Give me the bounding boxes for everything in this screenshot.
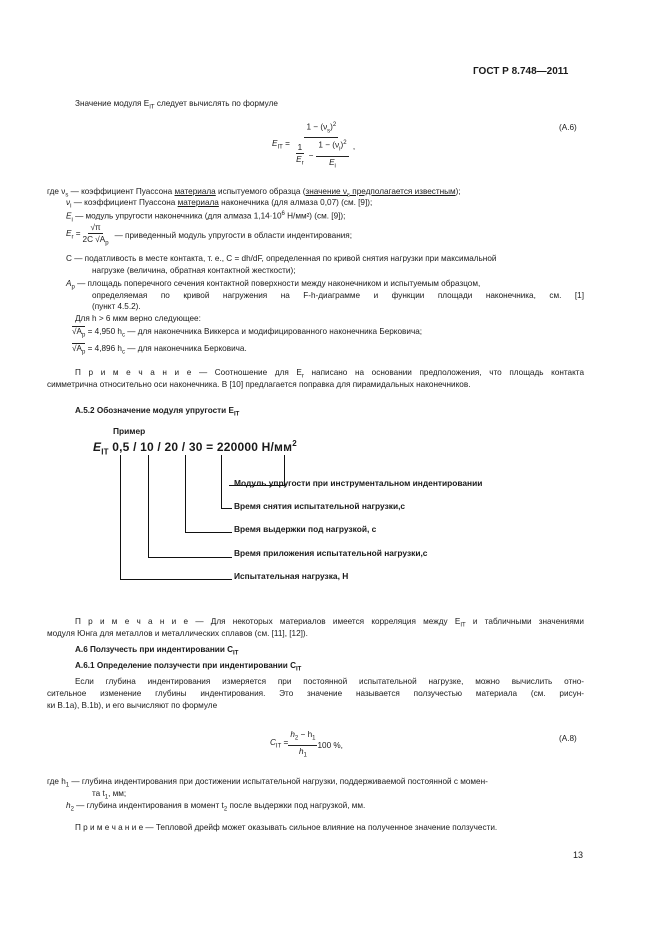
where-a6-line6c: (пункт 4.5.2).: [92, 302, 141, 311]
leader-vertical-3: [185, 455, 186, 533]
page-number: 13: [573, 850, 584, 860]
section-a61-title: A.6.1 Определение ползучести при индентировании $C_{IT}$: [75, 661, 302, 673]
example-label-loading-time: Время приложения испытательной нагрузки,с: [234, 548, 428, 558]
where-a6-line6b: определяемая по кривой нагружения на F-h-диаграмме и функции площади наконечника, см. [1]: [92, 291, 584, 300]
where-a6-line8: $√A_p = 4,950$ $h_c$ — для наконечника Виккерса и модифицированного наконечника Берковича;: [72, 327, 423, 339]
para-a61-line2: сительное изменение глубины индентирования. Это значение называется ползучестью материала (см. рисун-: [47, 689, 584, 698]
para-a61-line3: ки B.1a), B.1b), и его вычисляют по формуле: [47, 701, 218, 710]
where-a6-line3: $E_i$ — модуль упругости наконечника (для алмаза $1,14\cdot 10^6$ Н/мм²) (см. [9]);: [66, 211, 346, 224]
example-label-hold-time: Время выдержки под нагрузкой, с: [234, 524, 377, 534]
example-designation: $E_{IT}$ 0,5 / 10 / 20 / 30 = 220000 $Н/мм^2$: [93, 439, 297, 457]
where-a6-line6a: $A_p$ — площадь поперечного сечения контактной поверхности между наконечником и испытуемым образцом,: [66, 279, 481, 291]
where-a6-line4: $E_r$ = $\frac{√\pi}{2C √A_p}$ — приведенный модуль упругости в области индентирования;: [66, 223, 352, 247]
note2-line2: модуля Юнга для металлов и металлических сплавов (см. [11], [12]).: [47, 629, 308, 638]
note3: П р и м е ч а н и е — Тепловой дрейф может оказывать сильное влияние на полученное значение ползучести.: [75, 823, 498, 832]
standard-number: ГОСТ Р 8.748—2011: [473, 66, 569, 77]
para-a61-line1: Если глубина индентирования измеряется при постоянной испытательной нагрузке, можно вычислить отно-: [75, 677, 584, 686]
example-label-unloading-time: Время снятия испытательной нагрузки,с: [234, 501, 406, 511]
formula-a8: $C_{IT}$ = $\frac{h_2 - h_1}{h_1}$ 100 %,: [270, 730, 343, 759]
leader-vertical-2: [148, 455, 149, 558]
formula-a6-number: (A.6): [559, 123, 577, 132]
where-a8-line1: где $h_1$ — глубина индентирования при достижении испытательной нагрузки, поддерживаемой постоянной с момен-: [47, 777, 488, 789]
where-a8-line2: $h_2$ — глубина индентирования в момент $t_2$ после выдержки под нагрузкой, мм.: [66, 801, 366, 813]
leader-horizontal-2: [148, 557, 232, 558]
formula-a6: $E_{IT}$ = $1 - (\nu_s)^2$ $\frac{1}{E_r}$ − $\frac{1 - (\nu_i)^2}{E_i}$ ,: [272, 122, 356, 170]
note1-line1: П р и м е ч а н и е — Соотношение для $E_r$ написано на основании предположения, что площадь контакта: [75, 368, 584, 380]
leader-horizontal-3: [185, 532, 232, 533]
where-a8-line1b: та $t_1$, мм;: [92, 789, 127, 801]
section-a6-title: A.6 Ползучесть при индентировании $C_{IT}$: [75, 645, 239, 657]
where-a6-line1: где $\nu_s$ — коэффициент Пуассона материала испытуемого образца (значение $\nu_s$ предполагается известным);: [47, 187, 461, 199]
example-label: Пример: [113, 426, 146, 436]
leader-vertical-1: [120, 455, 121, 580]
leader-horizontal-4: [221, 508, 232, 509]
note1-line2: симметрична относительно оси наконечника. В [10] предлагается поправка для пирамидальных наконечников.: [47, 380, 471, 389]
section-a52-title: A.5.2 Обозначение модуля упругости $E_{IT}$: [75, 406, 240, 418]
where-a6-line5a: C — податливость в месте контакта, т. е., C = dh/dF, определенная по кривой снятия нагрузки при максимальной: [66, 254, 497, 263]
where-a6-line2: $\nu_i$ — коэффициент Пуассона материала наконечника (для алмаза 0,07) (см. [9]);: [66, 198, 373, 210]
where-a6-line5b: нагрузке (величина, обратная контактной жесткости);: [92, 266, 296, 275]
leader-vertical-4: [221, 455, 222, 509]
intro-text: Значение модуля $E_{IT}$ следует вычислять по формуле: [75, 99, 278, 111]
note2-line1: П р и м е ч а н и е — Для некоторых материалов имеется корреляция между $E_{IT}$ и табличными значениями: [75, 617, 584, 629]
example-label-test-force: Испытательная нагрузка, Н: [234, 571, 349, 581]
leader-horizontal-1: [120, 579, 232, 580]
formula-a8-number: (A.8): [559, 734, 577, 743]
example-label-modulus: Модуль упругости при инструментальном индентировании: [234, 478, 483, 488]
where-a6-line9: $√A_p = 4,896$ $h_c$ — для наконечника Берковича.: [72, 344, 247, 356]
where-a6-line7: Для h > 6 мкм верно следующее:: [75, 314, 201, 323]
